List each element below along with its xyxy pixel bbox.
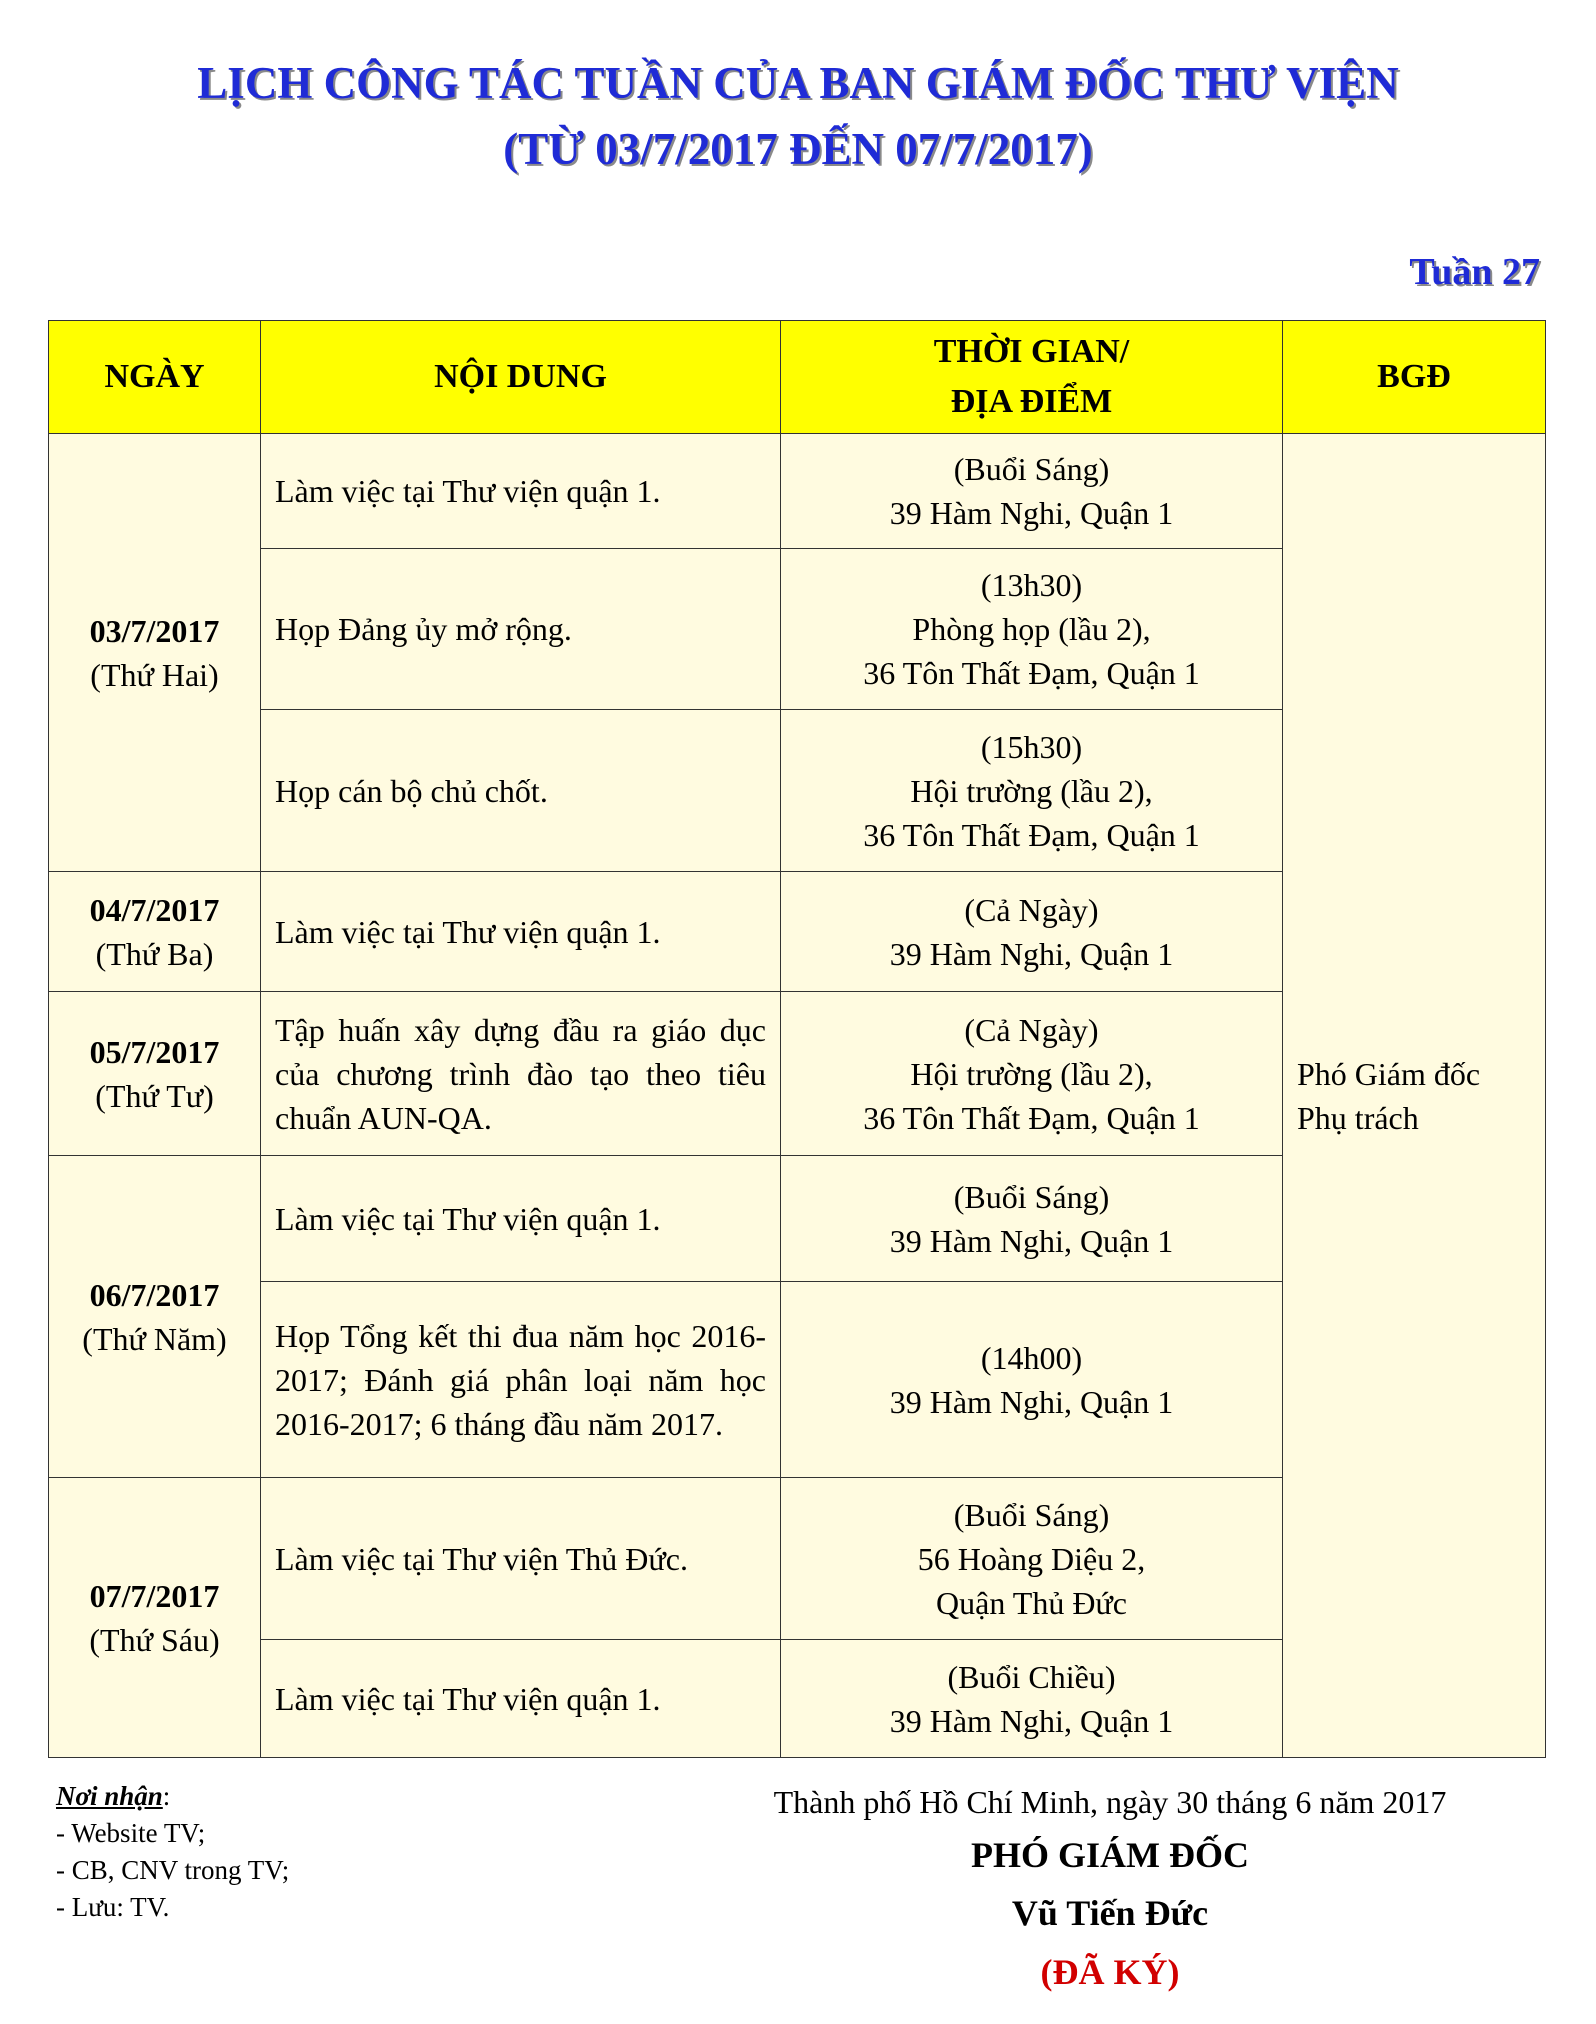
time-line: (14h00): [980, 1339, 1083, 1376]
time-cell: [781, 434, 1283, 549]
date-value: 06/7/2017: [89, 1276, 220, 1313]
content-cell: Làm việc tại Thư viện quận 1.: [261, 1640, 781, 1758]
header-time-line2: ĐỊA ĐIỂM: [950, 383, 1113, 420]
location-line: Hội trường (lầu 2),: [910, 772, 1153, 809]
location-line: 36 Tôn Thất Đạm, Quận 1: [863, 1099, 1200, 1136]
time-line: (Buổi Sáng): [953, 1496, 1110, 1533]
weekday-value: (Thứ Sáu): [89, 1621, 220, 1658]
time-cell: [781, 549, 1283, 710]
date-value: 03/7/2017: [89, 612, 220, 649]
recipient-item: - CB, CNV trong TV;: [56, 1855, 290, 1885]
time-line: (Cả Ngày): [964, 1011, 1099, 1048]
schedule-table: [48, 320, 1546, 1758]
content-cell: Làm việc tại Thư viện Thủ Đức.: [261, 1478, 781, 1640]
header-date: NGÀY: [49, 321, 261, 434]
time-line: (Buổi Sáng): [953, 451, 1110, 487]
date-value: 04/7/2017: [89, 891, 220, 928]
content-cell: Họp cán bộ chủ chốt.: [261, 710, 781, 872]
content-cell: Họp Đảng ủy mở rộng.: [261, 549, 781, 710]
place-date: Thành phố Hồ Chí Minh, ngày 30 tháng 6 năm 2017: [773, 1784, 1447, 1820]
time-line: (Buổi Sáng): [953, 1178, 1110, 1215]
document-title: LỊCH CÔNG TÁC TUẦN CỦA BAN GIÁM ĐỐC THƯ VIỆN: [197, 58, 1399, 108]
content-cell: Làm việc tại Thư viện quận 1.: [261, 872, 781, 992]
time-cell: [781, 1282, 1283, 1478]
location-line: 39 Hàm Nghi, Quận 1: [889, 1702, 1174, 1739]
signer-name: Vũ Tiến Đức: [1011, 1893, 1209, 1933]
time-line: (Buổi Chiều): [947, 1658, 1116, 1695]
time-line: (15h30): [980, 728, 1083, 765]
weekday-value: (Thứ Tư): [95, 1077, 214, 1114]
date-cell: [49, 1156, 261, 1478]
date-value: 07/7/2017: [89, 1577, 220, 1614]
location-line: 36 Tôn Thất Đạm, Quận 1: [863, 655, 1200, 691]
location-line: 39 Hàm Nghi, Quận 1: [889, 935, 1174, 972]
bgd-line1: Phó Giám đốc: [1297, 1055, 1481, 1092]
weekday-value: (Thứ Ba): [95, 935, 214, 972]
bgd-line2: Phụ trách: [1297, 1099, 1419, 1136]
signer-role: PHÓ GIÁM ĐỐC: [971, 1835, 1249, 1875]
time-cell: [781, 710, 1283, 872]
time-cell: [781, 992, 1283, 1156]
time-line: (Cả Ngày): [964, 891, 1099, 928]
header-content: NỘI DUNG: [261, 321, 781, 434]
weekday-value: (Thứ Năm): [82, 1320, 227, 1357]
time-line: (13h30): [980, 567, 1083, 603]
location-line: Hội trường (lầu 2),: [910, 1055, 1153, 1092]
time-cell: [781, 1156, 1283, 1282]
location-line: 39 Hàm Nghi, Quận 1: [889, 495, 1174, 531]
table-header-row: [49, 321, 1546, 434]
time-cell: [781, 1478, 1283, 1640]
recipients-heading: [56, 1778, 289, 1815]
header-time-line1: THỜI GIAN/: [933, 333, 1130, 370]
recipients-block: [56, 1778, 289, 1926]
location-line: 56 Hoàng Diệu 2,: [917, 1540, 1146, 1577]
date-cell: [49, 872, 261, 992]
content-cell: Làm việc tại Thư viện quận 1.: [261, 1156, 781, 1282]
location-line: 39 Hàm Nghi, Quận 1: [889, 1383, 1174, 1420]
location-line: Phòng họp (lầu 2),: [912, 611, 1151, 647]
header-bgd: BGĐ: [1283, 321, 1546, 434]
recipient-item: - Website TV;: [56, 1818, 206, 1848]
content-cell: Tập huấn xây dựng đầu ra giáo dục của chương trình đào tạo theo tiêu chuẩn AUN-QA.: [261, 992, 781, 1156]
date-cell: [49, 434, 261, 872]
document-date-range: (TỪ 03/7/2017 ĐẾN 07/7/2017): [503, 124, 1093, 174]
weekday-value: (Thứ Hai): [90, 656, 219, 693]
header-time-location: [781, 321, 1283, 434]
location-line: 39 Hàm Nghi, Quận 1: [889, 1222, 1174, 1259]
location-line: 36 Tôn Thất Đạm, Quận 1: [863, 816, 1200, 853]
content-cell: Họp Tổng kết thi đua năm học 2016-2017; Đánh giá phân loại năm học 2016-2017; 6 tháng đầu năm 2017.: [261, 1282, 781, 1478]
time-cell: [781, 1640, 1283, 1758]
week-label: Tuần 27: [1409, 251, 1540, 293]
time-cell: [781, 872, 1283, 992]
date-cell: [49, 1478, 261, 1758]
date-value: 05/7/2017: [89, 1033, 220, 1070]
bgd-cell: [1283, 434, 1546, 1758]
recipient-item: - Lưu: TV.: [56, 1892, 170, 1922]
date-cell: [49, 992, 261, 1156]
recipients-label: Nơi nhận: [56, 1781, 163, 1811]
location-line: Quận Thủ Đức: [936, 1584, 1127, 1621]
signature-block: [700, 1778, 1520, 2002]
table-row: [49, 434, 1546, 549]
content-cell: Làm việc tại Thư viện quận 1.: [261, 434, 781, 549]
recipients-colon: :: [162, 1781, 171, 1811]
signed-stamp: (ĐÃ KÝ): [1040, 1952, 1180, 1992]
